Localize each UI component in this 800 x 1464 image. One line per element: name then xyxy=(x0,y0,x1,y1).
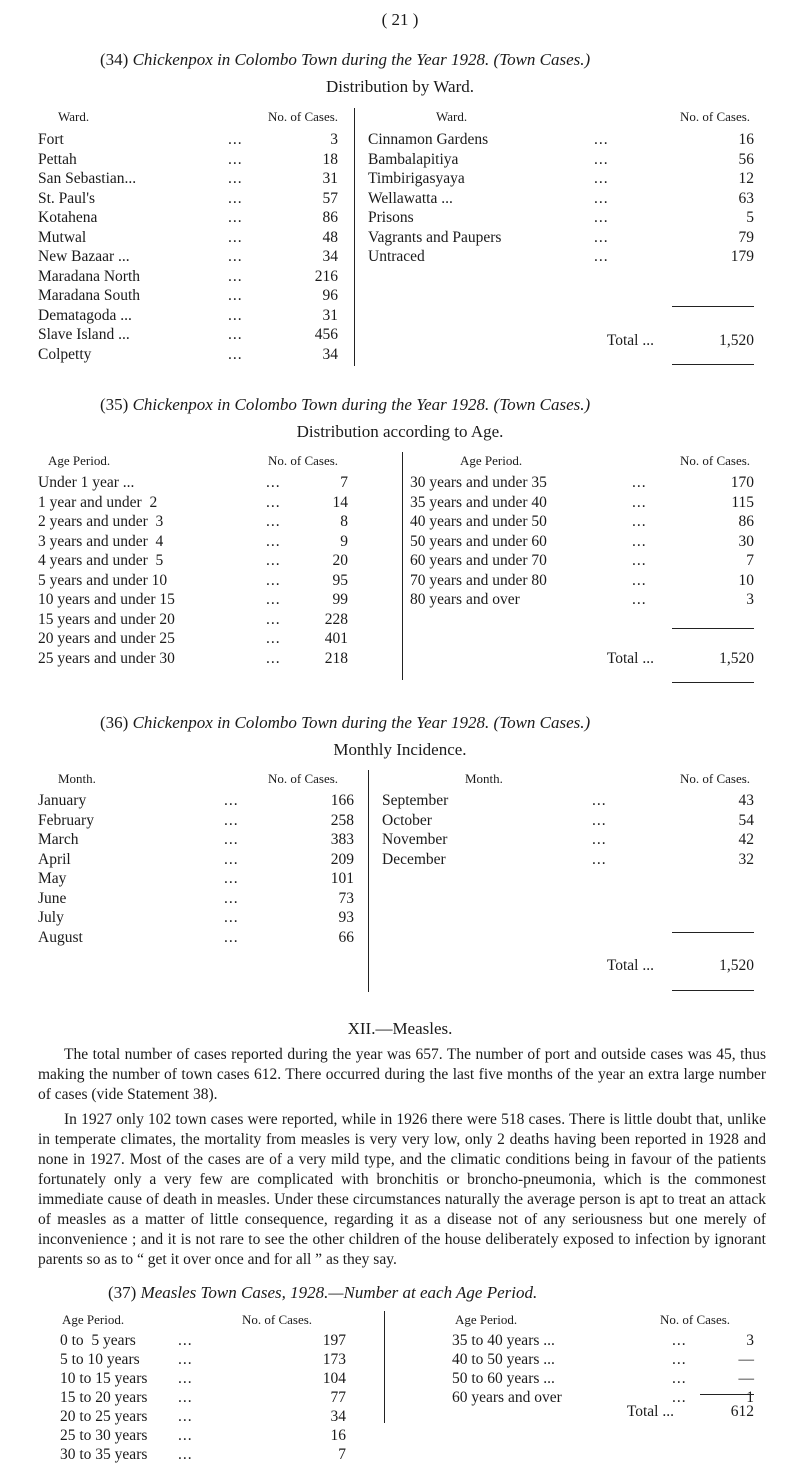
table-row xyxy=(38,473,348,492)
s37-title-text: Measles Town Cases, 1928.—Number at each Age Period. xyxy=(140,1283,538,1302)
s34-title-cases: (Town Cases.) xyxy=(493,50,591,69)
row-label: Maradana North xyxy=(38,267,140,285)
table-row xyxy=(410,551,754,570)
row-label: Colpetty xyxy=(38,345,92,363)
table-row xyxy=(452,1331,754,1350)
row-label: September xyxy=(382,792,449,809)
leader-dots: ... xyxy=(266,571,281,589)
row-label: Maradana South xyxy=(38,287,141,304)
row-value: 7 xyxy=(746,552,754,569)
leader-dots: ... xyxy=(178,1408,193,1425)
leader-dots: ... xyxy=(266,591,281,608)
row-value: — xyxy=(738,1370,754,1387)
leader-dots: ... xyxy=(228,209,243,226)
leader-dots: ... xyxy=(178,1427,193,1444)
s36-title-cases: (Town Cases.) xyxy=(493,713,591,732)
leader-dots: ... xyxy=(266,649,281,667)
row-value: 93 xyxy=(338,909,354,926)
leader-dots: ... xyxy=(632,513,647,530)
table-row xyxy=(38,889,354,908)
s37-total-value: 612 xyxy=(730,1403,754,1420)
row-label: March xyxy=(38,831,79,848)
s35-number: (35) xyxy=(100,395,129,414)
table-row xyxy=(38,532,348,551)
row-label: San Sebastian... xyxy=(38,170,137,187)
leader-dots: ... xyxy=(178,1389,193,1406)
leader-dots: ... xyxy=(672,1332,687,1349)
s36-right-header-label: Month. xyxy=(465,771,503,786)
row-label: 5 years and under 10 xyxy=(38,571,168,589)
leader-dots: ... xyxy=(594,170,609,187)
s36-right-header-value: No. of Cases. xyxy=(680,771,751,786)
leader-dots: ... xyxy=(632,493,647,511)
leader-dots: ... xyxy=(266,493,281,511)
table-row xyxy=(368,208,754,227)
measles-heading: XII.—Measles. xyxy=(347,1019,453,1038)
leader-dots: ... xyxy=(632,532,647,550)
s36-total-rule-top xyxy=(672,932,754,933)
row-value: 209 xyxy=(330,850,354,868)
s34-total-row xyxy=(368,331,754,350)
table-row xyxy=(382,791,754,810)
table-row xyxy=(38,325,338,344)
table-row xyxy=(410,473,754,492)
leader-dots: ... xyxy=(228,326,243,343)
table-row xyxy=(38,169,338,188)
row-value: 115 xyxy=(731,493,754,511)
leader-dots: ... xyxy=(594,189,609,207)
row-label: Mutwal xyxy=(38,228,87,246)
row-value: 401 xyxy=(324,630,348,647)
s36-left-header-label: Month. xyxy=(58,771,96,786)
s37-right-header-label: Age Period. xyxy=(455,1312,518,1327)
s36-title xyxy=(100,713,590,733)
s34-subtitle: Distribution by Ward. xyxy=(325,77,474,96)
table-row xyxy=(38,629,348,648)
table-row xyxy=(38,590,348,609)
s37-total-row xyxy=(452,1402,754,1421)
table-row xyxy=(38,791,354,810)
row-value: 31 xyxy=(322,170,338,187)
row-value: 8 xyxy=(340,513,348,530)
row-label: 35 to 40 years ... xyxy=(452,1332,555,1349)
row-value: 3 xyxy=(746,1332,754,1349)
table-row xyxy=(60,1388,346,1407)
row-label: February xyxy=(38,811,94,829)
row-label: July xyxy=(38,909,64,926)
s34-total-rule-top xyxy=(672,306,754,307)
row-label: 15 years and under 20 xyxy=(38,610,175,628)
leader-dots: ... xyxy=(632,474,647,491)
table-row xyxy=(38,908,354,927)
s34-right-header-value: No. of Cases. xyxy=(680,109,751,124)
leader-dots: ... xyxy=(266,610,281,628)
leader-dots: ... xyxy=(228,228,243,246)
row-label: 2 years and under 3 xyxy=(38,513,164,530)
row-value: 218 xyxy=(324,649,348,667)
s37-right-header-value: No. of Cases. xyxy=(660,1312,731,1327)
table-row xyxy=(38,150,338,169)
row-label: Vagrants and Paupers xyxy=(368,228,502,246)
row-value: 3 xyxy=(746,591,754,608)
s34-total-value: 1,520 xyxy=(719,332,754,349)
table-row xyxy=(38,345,338,364)
s35-right-header-value: No. of Cases. xyxy=(680,453,751,468)
s35-total-row xyxy=(410,649,754,668)
leader-dots: ... xyxy=(228,170,243,187)
s34-number: (34) xyxy=(100,50,129,69)
table-row xyxy=(38,928,354,947)
leader-dots: ... xyxy=(178,1370,193,1387)
leader-dots: ... xyxy=(178,1332,193,1349)
table-row xyxy=(60,1407,346,1426)
row-label: 50 years and under 60 xyxy=(410,532,547,550)
leader-dots: ... xyxy=(632,591,647,608)
table-row xyxy=(38,286,338,305)
row-label: 50 to 60 years ... xyxy=(452,1370,555,1387)
s35-subtitle: Distribution according to Age. xyxy=(296,422,504,441)
table-row xyxy=(382,811,754,830)
leader-dots: ... xyxy=(672,1351,687,1368)
row-value: 48 xyxy=(322,228,338,246)
table-row xyxy=(368,228,754,247)
table-row xyxy=(60,1369,346,1388)
leader-dots: ... xyxy=(224,870,239,887)
s37-number: (37) xyxy=(108,1283,137,1302)
leader-dots: ... xyxy=(224,811,239,829)
leader-dots: ... xyxy=(228,267,243,285)
row-value: 3 xyxy=(330,131,338,148)
row-value: 173 xyxy=(322,1351,346,1368)
measles-paragraph-1: The total number of cases reported during the year was 657. The number of port and outside cases was 45, thus making the number of town cases 612. There occurred during the last five months of the year an extra large number of cases (vide Statement 38). xyxy=(38,1046,766,1103)
row-label: May xyxy=(38,870,67,887)
row-value: 7 xyxy=(338,1446,346,1463)
table-row xyxy=(38,610,348,629)
row-value: 34 xyxy=(322,345,338,363)
page-number: ( 21 ) xyxy=(381,10,419,29)
row-label: October xyxy=(382,811,432,829)
s36-total-value: 1,520 xyxy=(719,957,754,974)
leader-dots: ... xyxy=(224,792,239,809)
row-value: 383 xyxy=(330,831,354,848)
row-value: 12 xyxy=(738,170,754,187)
s35-left-header-label: Age Period. xyxy=(48,453,111,468)
row-value: 179 xyxy=(730,248,754,265)
table-row xyxy=(38,551,348,570)
row-label: Fort xyxy=(38,131,64,148)
leader-dots: ... xyxy=(228,150,243,168)
leader-dots: ... xyxy=(228,131,243,148)
row-label: Untraced xyxy=(368,248,425,265)
row-value: 96 xyxy=(322,287,338,304)
s36-total-row xyxy=(382,956,754,975)
table-row xyxy=(452,1350,754,1369)
row-value: 42 xyxy=(738,831,754,848)
row-label: 20 to 25 years xyxy=(60,1408,148,1425)
row-value: 7 xyxy=(340,474,348,491)
leader-dots: ... xyxy=(224,909,239,926)
s37-title xyxy=(108,1283,537,1303)
row-value: 32 xyxy=(738,850,754,868)
leader-dots: ... xyxy=(224,850,239,868)
leader-dots: ... xyxy=(224,928,239,946)
table-row xyxy=(38,512,348,531)
s34-right-header-label: Ward. xyxy=(436,109,468,124)
table-row xyxy=(60,1445,346,1464)
leader-dots: ... xyxy=(228,189,243,207)
row-value: 63 xyxy=(738,189,754,207)
row-value: 197 xyxy=(322,1332,346,1349)
row-label: Wellawatta ... xyxy=(368,189,453,207)
s35-title-cases: (Town Cases.) xyxy=(493,395,591,414)
row-label: 25 to 30 years xyxy=(60,1427,148,1444)
row-value: 104 xyxy=(322,1370,346,1387)
row-label: December xyxy=(382,850,446,868)
leader-dots: ... xyxy=(224,831,239,848)
s37-left-header-label: Age Period. xyxy=(62,1312,125,1327)
leader-dots: ... xyxy=(592,850,607,868)
s36-subtitle: Monthly Incidence. xyxy=(333,740,467,759)
row-value: 1 xyxy=(746,1389,754,1406)
row-label: Kotahena xyxy=(38,209,98,226)
table-row xyxy=(38,649,348,668)
row-value: 56 xyxy=(738,150,754,168)
row-label: 30 years and under 35 xyxy=(410,474,547,491)
row-value: 95 xyxy=(332,571,348,589)
leader-dots: ... xyxy=(594,150,609,168)
s36-number: (36) xyxy=(100,713,129,732)
table-row xyxy=(60,1426,346,1445)
row-label: Timbirigasyaya xyxy=(368,170,465,187)
table-row xyxy=(452,1369,754,1388)
row-label: Pettah xyxy=(38,150,77,168)
row-value: 18 xyxy=(322,150,338,168)
table-row xyxy=(368,189,754,208)
row-value: 166 xyxy=(330,792,354,809)
leader-dots: ... xyxy=(228,248,243,265)
row-label: 15 to 20 years xyxy=(60,1389,148,1406)
leader-dots: ... xyxy=(594,209,609,226)
row-label: April xyxy=(38,850,71,868)
leader-dots: ... xyxy=(266,513,281,530)
s35-right-header-label: Age Period. xyxy=(460,453,523,468)
row-label: St. Paul's xyxy=(38,189,96,207)
row-value: 99 xyxy=(332,591,348,608)
s37-total-label: Total ... xyxy=(626,1403,674,1420)
table-row xyxy=(368,169,754,188)
row-value: 16 xyxy=(738,131,754,148)
s37-total-rule-top xyxy=(700,1394,754,1395)
table-row xyxy=(38,267,338,286)
table-row xyxy=(38,247,338,266)
table-row xyxy=(38,869,354,888)
row-value: 34 xyxy=(322,248,338,265)
row-label: 10 to 15 years xyxy=(60,1370,148,1387)
table-row xyxy=(38,189,338,208)
row-label: Slave Island ... xyxy=(38,326,130,343)
s36-total-label: Total ... xyxy=(606,957,654,974)
s36-total-rule-bottom xyxy=(672,990,754,991)
leader-dots: ... xyxy=(594,248,609,265)
row-value: 170 xyxy=(730,474,754,491)
s34-left-header-label: Ward. xyxy=(58,109,90,124)
leader-dots: ... xyxy=(632,552,647,569)
table-row xyxy=(38,306,338,325)
s36-column-divider xyxy=(368,770,369,992)
row-value: 86 xyxy=(322,209,338,226)
row-label: November xyxy=(382,831,448,848)
s35-total-value: 1,520 xyxy=(719,650,754,667)
row-label: 25 years and under 30 xyxy=(38,649,175,667)
row-label: 80 years and over xyxy=(410,591,520,608)
row-value: 66 xyxy=(338,928,354,946)
row-value: 9 xyxy=(340,532,348,550)
row-value: 43 xyxy=(738,792,754,809)
leader-dots: ... xyxy=(266,532,281,550)
leader-dots: ... xyxy=(594,131,609,148)
s35-total-rule-bottom xyxy=(672,682,754,683)
row-label: 35 years and under 40 xyxy=(410,493,547,511)
table-row xyxy=(368,247,754,266)
table-row xyxy=(38,228,338,247)
leader-dots: ... xyxy=(266,630,281,647)
leader-dots: ... xyxy=(224,889,239,907)
row-value: 31 xyxy=(322,306,338,324)
s34-title xyxy=(100,50,590,70)
leader-dots: ... xyxy=(592,792,607,809)
leader-dots: ... xyxy=(266,552,281,569)
leader-dots: ... xyxy=(632,571,647,589)
s34-total-label: Total ... xyxy=(606,332,654,349)
leader-dots: ... xyxy=(592,831,607,848)
table-row xyxy=(382,850,754,869)
row-label: Prisons xyxy=(368,209,414,226)
row-label: 4 years and under 5 xyxy=(38,552,164,569)
leader-dots: ... xyxy=(228,345,243,363)
s34-column-divider xyxy=(354,108,355,366)
row-value: 20 xyxy=(332,552,348,569)
table-row xyxy=(60,1350,346,1369)
row-value: 16 xyxy=(330,1427,346,1444)
table-row xyxy=(410,512,754,531)
leader-dots: ... xyxy=(672,1389,687,1406)
table-row xyxy=(38,830,354,849)
table-row xyxy=(38,850,354,869)
table-row xyxy=(368,130,754,149)
row-label: 40 years and under 50 xyxy=(410,513,547,530)
row-label: Cinnamon Gardens xyxy=(368,131,489,148)
row-label: 3 years and under 4 xyxy=(38,532,164,550)
row-value: 77 xyxy=(330,1389,346,1406)
leader-dots: ... xyxy=(228,287,243,304)
row-label: 10 years and under 15 xyxy=(38,591,175,608)
s36-title-text: Chickenpox in Colombo Town during the Year 1928. xyxy=(132,713,490,732)
s34-title-text: Chickenpox in Colombo Town during the Year 1928. xyxy=(132,50,490,69)
row-label: 0 to 5 years xyxy=(60,1332,136,1349)
table-row xyxy=(38,493,348,512)
row-value: 101 xyxy=(330,870,354,887)
s34-total-rule-bottom xyxy=(672,364,754,365)
row-value: 10 xyxy=(738,571,754,589)
s35-total-rule-top xyxy=(672,628,754,629)
s35-left-header-value: No. of Cases. xyxy=(268,453,339,468)
leader-dots: ... xyxy=(592,811,607,829)
s35-total-label: Total ... xyxy=(606,650,654,667)
table-row xyxy=(38,130,338,149)
row-label: January xyxy=(38,792,87,809)
row-value: — xyxy=(738,1351,754,1368)
leader-dots: ... xyxy=(266,474,281,491)
table-row xyxy=(368,150,754,169)
row-label: 40 to 50 years ... xyxy=(452,1351,555,1368)
row-label: August xyxy=(38,928,83,946)
row-label: Bambalapitiya xyxy=(368,150,459,168)
s36-left-header-value: No. of Cases. xyxy=(268,771,339,786)
row-value: 30 xyxy=(738,532,754,550)
leader-dots: ... xyxy=(672,1370,687,1387)
row-label: 1 year and under 2 xyxy=(38,493,158,511)
table-row xyxy=(410,532,754,551)
row-value: 86 xyxy=(738,513,754,530)
table-row xyxy=(38,208,338,227)
row-value: 216 xyxy=(314,267,338,285)
leader-dots: ... xyxy=(178,1351,193,1368)
table-row xyxy=(410,590,754,609)
table-row xyxy=(60,1331,346,1350)
row-value: 456 xyxy=(314,326,338,343)
row-label: 60 years and over xyxy=(452,1389,562,1406)
row-value: 57 xyxy=(322,189,338,207)
s35-title-text: Chickenpox in Colombo Town during the Year 1928. xyxy=(132,395,490,414)
row-label: Under 1 year ... xyxy=(38,474,135,491)
row-label: 5 to 10 years xyxy=(60,1351,140,1368)
row-label: New Bazaar ... xyxy=(38,248,130,265)
row-value: 258 xyxy=(330,811,354,829)
measles-paragraph-2: In 1927 only 102 town cases were reported, while in 1926 there were 518 cases. There is little doubt that, unlike in temperate climates, the mortality from measles is very very low, only 2 deaths having been reported in 1928 and none in 1927. Most of the cases are of a very mild type, and the climatic conditions being in favour of the patients fortunately only a very few are complicated with bronchitis or broncho-pneumonia, which is the commonest immediate cause of death in measles. Under these circumstances naturally the average person is apt to treat an attack of measles as a matter of little consequence, regarding it as a disease not of any seriousness but one merely of inconvenience ; and it is not rare to see the other children of the house deliberately exposed to infection by ignorant parents so as to “ get it over once and for all ” as they say. xyxy=(38,1111,766,1268)
row-label: 60 years and under 70 xyxy=(410,552,547,569)
s34-left-header-value: No. of Cases. xyxy=(268,109,339,124)
table-row xyxy=(382,830,754,849)
s35-title xyxy=(100,395,590,415)
row-label: June xyxy=(38,889,67,907)
row-value: 34 xyxy=(330,1408,346,1425)
row-label: 20 years and under 25 xyxy=(38,630,175,647)
row-label: Dematagoda ... xyxy=(38,306,132,324)
row-value: 14 xyxy=(332,493,348,511)
leader-dots: ... xyxy=(594,228,609,246)
row-value: 54 xyxy=(738,811,754,829)
row-value: 5 xyxy=(746,209,754,226)
table-row xyxy=(410,493,754,512)
row-label: 70 years and under 80 xyxy=(410,571,547,589)
table-row xyxy=(38,811,354,830)
table-row xyxy=(410,571,754,590)
s37-left-header-value: No. of Cases. xyxy=(242,1312,313,1327)
leader-dots: ... xyxy=(178,1446,193,1463)
row-value: 73 xyxy=(338,889,354,907)
table-row xyxy=(38,571,348,590)
row-value: 79 xyxy=(738,228,754,246)
s37-column-divider xyxy=(384,1311,385,1423)
row-value: 228 xyxy=(324,610,348,628)
s35-column-divider xyxy=(402,452,403,680)
row-label: 30 to 35 years xyxy=(60,1446,148,1463)
leader-dots: ... xyxy=(228,306,243,324)
